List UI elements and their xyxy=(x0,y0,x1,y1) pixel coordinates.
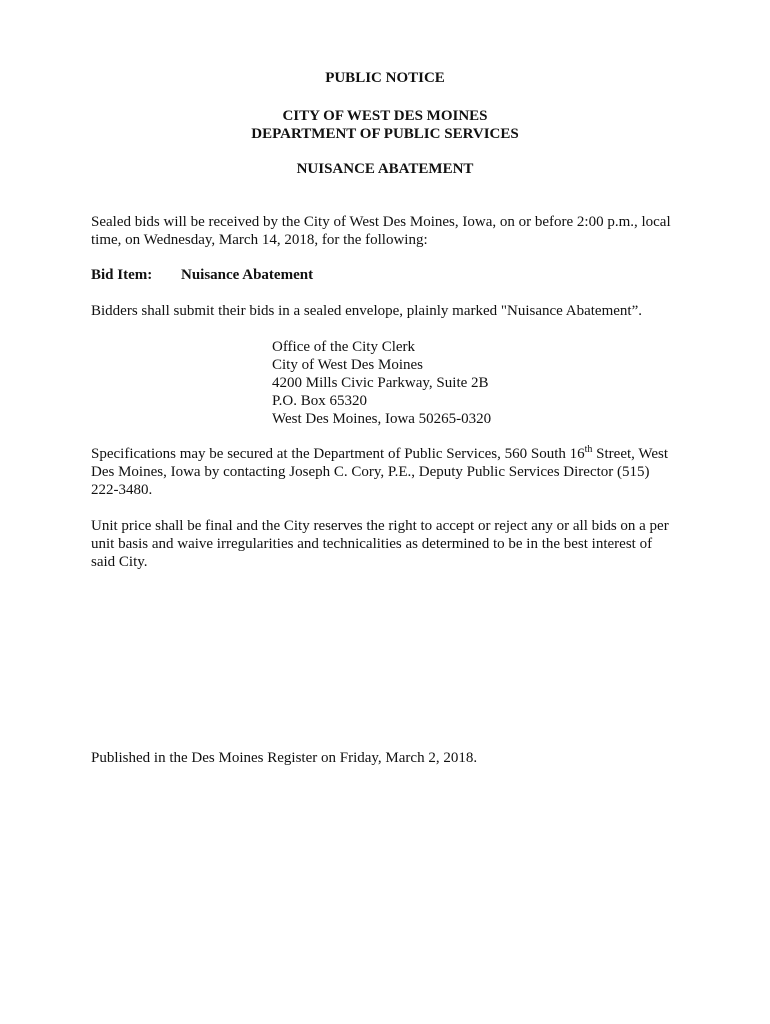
notice-title: PUBLIC NOTICE xyxy=(325,70,445,86)
unit-price-paragraph xyxy=(91,517,671,571)
intro-line: Sealed bids will be received by the City of West Des Moines, Iowa, on or before 2:00 p.m., local xyxy=(91,214,671,230)
ordinal-suffix: th xyxy=(584,444,593,455)
address-line: City of West Des Moines xyxy=(272,357,424,373)
specifications-line: 222-3480. xyxy=(91,482,153,498)
city-heading: CITY OF WEST DES MOINES xyxy=(282,108,488,124)
address-line: 4200 Mills Civic Parkway, Suite 2B xyxy=(272,375,489,391)
unit-price-line: said City. xyxy=(91,554,148,570)
bid-item-label: Bid Item: xyxy=(91,267,153,283)
specifications-line: Des Moines, Iowa by contacting Joseph C. Cory, P.E., Deputy Public Services Director (515) xyxy=(91,464,650,480)
department-heading: DEPARTMENT OF PUBLIC SERVICES xyxy=(251,126,519,142)
unit-price-line: Unit price shall be final and the City reserves the right to accept or reject any or all bids on a per xyxy=(91,518,669,534)
unit-price-line: unit basis and waive irregularities and technicalities as determined to be in the best interest of xyxy=(91,536,653,552)
address-line: Office of the City Clerk xyxy=(272,339,416,355)
address-line: P.O. Box 65320 xyxy=(272,393,368,409)
address-block xyxy=(272,338,491,428)
subject-heading: NUISANCE ABATEMENT xyxy=(296,161,474,177)
address-line: West Des Moines, Iowa 50265-0320 xyxy=(272,411,492,427)
intro-paragraph xyxy=(91,213,671,249)
specifications-line xyxy=(91,445,671,463)
intro-line: time, on Wednesday, March 14, 2018, for the following: xyxy=(91,232,428,248)
published-line: Published in the Des Moines Register on Friday, March 2, 2018. xyxy=(91,750,478,766)
specifications-text: Specifications may be secured at the Department of Public Services, 560 South 16 xyxy=(91,446,585,462)
specifications-paragraph xyxy=(91,445,671,499)
bid-item xyxy=(91,266,313,284)
submission-paragraph: Bidders shall submit their bids in a sealed envelope, plainly marked "Nuisance Abatement”. xyxy=(91,303,642,319)
specifications-text: Street, West xyxy=(592,446,668,462)
bid-item-value: Nuisance Abatement xyxy=(181,267,314,283)
